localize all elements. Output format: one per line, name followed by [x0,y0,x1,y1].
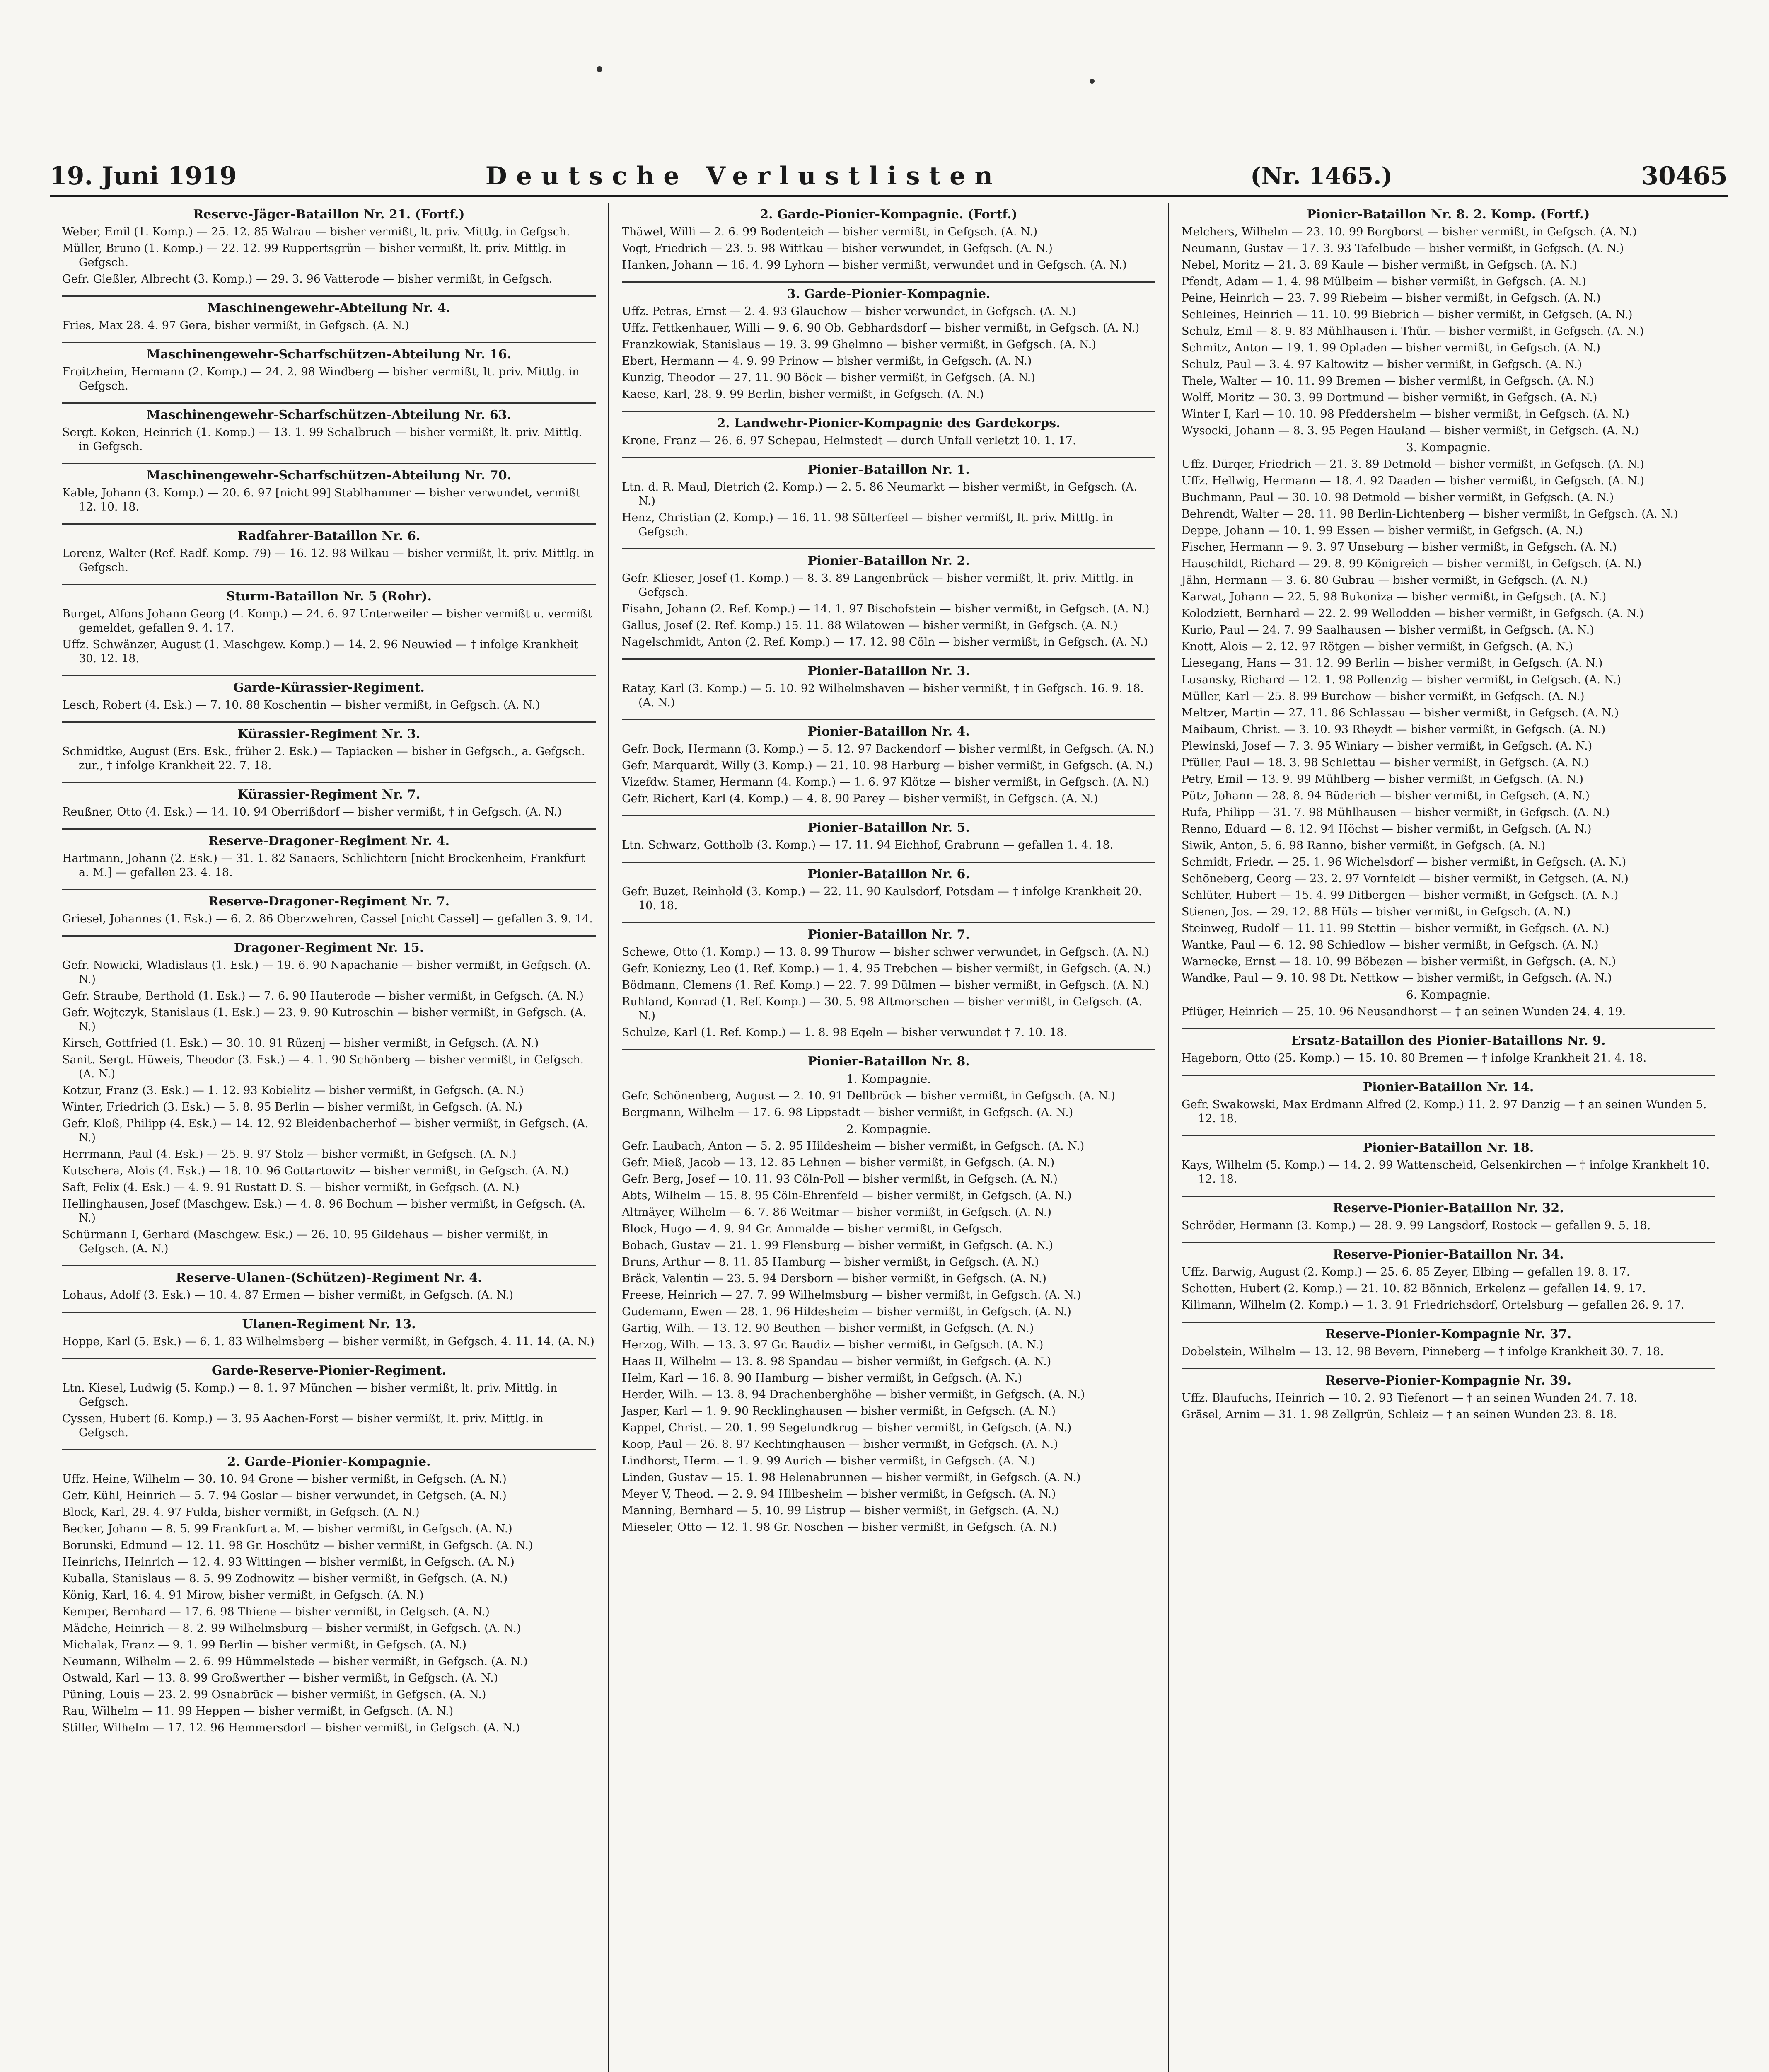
casualty-entry: Hartmann, Johann (2. Esk.) — 31. 1. 82 Sanaers, Schlichtern [nicht Brockenheim, Frankfurt a. M.] — gefallen 23. 4. 18. [62,852,585,879]
casualty-entry: Pütz, Johann — 28. 8. 94 Büderich — bisher vermißt, in Gefgsch. (A. N.) [1182,789,1590,802]
unit-heading: Pionier-Bataillon Nr. 4. [622,719,1155,739]
unit-heading: Pionier-Bataillon Nr. 3. [622,658,1155,678]
casualty-entry: Müller, Karl — 25. 8. 99 Burchow — bisher vermißt, in Gefgsch. (A. N.) [1182,690,1585,703]
casualty-entry: Schröder, Hermann (3. Komp.) — 28. 9. 99 Langsdorf, Rostock — gefallen 9. 5. 18. [1182,1219,1651,1232]
casualty-entry: Jähn, Hermann — 3. 6. 80 Gubrau — bisher vermißt, in Gefgsch. (A. N.) [1182,574,1588,587]
casualty-entry: Knott, Alois — 2. 12. 97 Rötgen — bisher vermißt, in Gefgsch. (A. N.) [1182,640,1573,653]
casualty-entry: Uffz. Fettkenhauer, Willi — 9. 6. 90 Ob. Gebhardsdorf — bisher vermißt, in Gefgsch. (A. N.) [622,322,1140,334]
casualty-entry: Fischer, Hermann — 9. 3. 97 Unseburg — bisher vermißt, in Gefgsch. (A. N.) [1182,541,1617,554]
unit-heading: Kürassier-Regiment Nr. 3. [62,721,596,741]
company-subheading: 3. Kompagnie. [1406,441,1491,454]
casualty-entry: Saft, Felix (4. Esk.) — 4. 9. 91 Rustatt D. S. — bisher vermißt, in Gefgsch. (A. N.) [62,1181,520,1194]
column-left [50,203,609,2072]
casualty-entry: Helm, Karl — 16. 8. 90 Hamburg — bisher vermißt, in Gefgsch. (A. N.) [622,1372,1022,1385]
casualty-entry: Nagelschmidt, Anton (2. Ref. Komp.) — 17. 12. 98 Cöln — bisher vermißt, in Gefgsch. (A. N.) [622,636,1148,649]
casualty-entry: Gefr. Gießler, Albrecht (3. Komp.) — 29. 3. 96 Vatterode — bisher vermißt, in Gefgsch. [62,273,553,286]
casualty-entry: Burget, Alfons Johann Georg (4. Komp.) — 24. 6. 97 Unterweiler — bisher vermißt u. vermißt gemeldet, gefallen 9. 4. 17. [62,608,592,634]
unit-heading: 2. Garde-Pionier-Kompagnie. [62,1449,596,1469]
casualty-entry: Kaese, Karl, 28. 9. 99 Berlin, bisher vermißt, in Gefgsch. (A. N.) [622,388,984,401]
casualty-entry: Block, Karl, 29. 4. 97 Fulda, bisher vermißt, in Gefgsch. (A. N.) [62,1506,420,1519]
casualty-entry: Gefr. Kloß, Philipp (4. Esk.) — 14. 12. 92 Bleidenbacherhof — bisher vermißt, in Gefgsch. (A. N.) [62,1117,589,1144]
unit-heading: Garde-Reserve-Pionier-Regiment. [62,1358,596,1378]
casualty-entry: Bödmann, Clemens (1. Ref. Komp.) — 22. 7. 99 Dülmen — bisher vermißt, in Gefgsch. (A. N.) [622,979,1149,992]
casualty-entry: Gudemann, Ewen — 28. 1. 96 Hildesheim — bisher vermißt, in Gefgsch. (A. N.) [622,1305,1071,1318]
casualty-entry: Herzog, Wilh. — 13. 3. 97 Gr. Baudiz — bisher vermißt, in Gefgsch. (A. N.) [622,1339,1044,1351]
casualty-entry: Hanken, Johann — 16. 4. 99 Lyhorn — bisher vermißt, verwundet und in Gefgsch. (A. N.) [622,259,1127,271]
unit-heading: 3. Garde-Pionier-Kompagnie. [622,281,1155,301]
casualty-entry: Schulze, Karl (1. Ref. Komp.) — 1. 8. 98 Egeln — bisher verwundet † 7. 10. 18. [622,1026,1068,1039]
company-subheading: 2. Kompagnie. [846,1122,931,1136]
casualty-entry: Schöneberg, Georg — 23. 2. 97 Vornfeldt — bisher vermißt, in Gefgsch. (A. N.) [1182,872,1629,885]
scan-speck [597,66,602,72]
casualty-list-columns [50,203,1728,2072]
unit-heading: Reserve-Jäger-Bataillon Nr. 21. (Fortf.) [193,207,465,222]
casualty-entry: Uffz. Hellwig, Hermann — 18. 4. 92 Daaden — bisher vermißt, in Gefgsch. (A. N.) [1182,474,1645,487]
casualty-entry: Herrmann, Paul (4. Esk.) — 25. 9. 97 Stolz — bisher vermißt, in Gefgsch. (A. N.) [62,1148,517,1161]
casualty-entry: Uffz. Petras, Ernst — 2. 4. 93 Glauchow — bisher verwundet, in Gefgsch. (A. N.) [622,305,1076,318]
casualty-entry: Behrendt, Walter — 28. 11. 98 Berlin-Lichtenberg — bisher vermißt, in Gefgsch. (A. N.) [1182,508,1678,520]
casualty-entry: Ltn. d. R. Maul, Dietrich (2. Komp.) — 2. 5. 86 Neumarkt — bisher vermißt, in Gefgsch. (A. N.) [622,481,1137,508]
unit-heading: Reserve-Ulanen-(Schützen)-Regiment Nr. 4. [62,1265,596,1285]
casualty-entry: Ebert, Hermann — 4. 9. 99 Prinow — bisher vermißt, in Gefgsch. (A. N.) [622,355,1032,368]
casualty-entry: Ltn. Schwarz, Gottholb (3. Komp.) — 17. 11. 94 Eichhof, Grabrunn — gefallen 1. 4. 18. [622,839,1114,852]
casualty-entry: Altmäyer, Wilhelm — 6. 7. 86 Weitmar — bisher vermißt, in Gefgsch. (A. N.) [622,1206,1051,1219]
casualty-entry: Neumann, Gustav — 17. 3. 93 Tafelbude — bisher vermißt, in Gefgsch. (A. N.) [1182,242,1624,255]
casualty-entry: Bergmann, Wilhelm — 17. 6. 98 Lippstadt — bisher vermißt, in Gefgsch. (A. N.) [622,1106,1073,1119]
casualty-entry: Schmidt, Friedr. — 25. 1. 96 Wichelsdorf — bisher vermißt, in Gefgsch. (A. N.) [1182,856,1626,869]
casualty-entry: Fisahn, Johann (2. Ref. Komp.) — 14. 1. 97 Bischofstein — bisher vermißt, in Gefgsch. (A. N.) [622,603,1150,615]
casualty-entry: Haas II, Wilhelm — 13. 8. 98 Spandau — bisher vermißt, in Gefgsch. (A. N.) [622,1355,1051,1368]
casualty-entry: Pflüger, Heinrich — 25. 10. 96 Neusandhorst — † an seinen Wunden 24. 4. 19. [1182,1005,1626,1018]
unit-heading: 2. Garde-Pionier-Kompagnie. (Fortf.) [760,207,1017,222]
casualty-entry: Abts, Wilhelm — 15. 8. 95 Cöln-Ehrenfeld — bisher vermißt, in Gefgsch. (A. N.) [622,1189,1072,1202]
casualty-entry: Uffz. Heine, Wilhelm — 30. 10. 94 Grone — bisher vermißt, in Gefgsch. (A. N.) [62,1473,507,1486]
casualty-entry: Melchers, Wilhelm — 23. 10. 99 Borgborst — bisher vermißt, in Gefgsch. (A. N.) [1182,225,1637,238]
publication-title: Deutsche Verlustlisten [485,162,1002,191]
scan-speck [1090,79,1095,84]
casualty-entry: Rau, Wilhelm — 11. 99 Heppen — bisher vermißt, in Gefgsch. (A. N.) [62,1705,454,1718]
casualty-entry: Kurio, Paul — 24. 7. 99 Saalhausen — bisher vermißt, in Gefgsch. (A. N.) [1182,624,1594,637]
casualty-entry: Gefr. Swakowski, Max Erdmann Alfred (2. Komp.) 11. 2. 97 Danzig — † an seinen Wunden 5. 12. 18. [1182,1098,1707,1125]
casualty-entry: Schulz, Emil — 8. 9. 83 Mühlhausen i. Thür. — bisher vermißt, in Gefgsch. (A. N.) [1182,325,1644,338]
casualty-entry: Stiller, Wilhelm — 17. 12. 96 Hemmersdorf — bisher vermißt, in Gefgsch. (A. N.) [62,1721,520,1734]
unit-heading: Reserve-Dragoner-Regiment Nr. 4. [62,828,596,848]
casualty-entry: Uffz. Dürger, Friedrich — 21. 3. 89 Detmold — bisher vermißt, in Gefgsch. (A. N.) [1182,458,1644,471]
casualty-entry: Renno, Eduard — 8. 12. 94 Höchst — bisher vermißt, in Gefgsch. (A. N.) [1182,823,1592,835]
casualty-entry: Wolff, Moritz — 30. 3. 99 Dortmund — bisher vermißt, in Gefgsch. (A. N.) [1182,391,1597,404]
issue-date: 19. Juni 1919 [50,162,237,191]
casualty-entry: Ostwald, Karl — 13. 8. 99 Großwerther — bisher vermißt, in Gefgsch. (A. N.) [62,1672,498,1685]
casualty-entry: Gefr. Laubach, Anton — 5. 2. 95 Hildesheim — bisher vermißt, in Gefgsch. (A. N.) [622,1140,1085,1152]
company-subheading: 6. Kompagnie. [1406,988,1491,1002]
casualty-entry: Nebel, Moritz — 21. 3. 89 Kaule — bisher vermißt, in Gefgsch. (A. N.) [1182,259,1577,271]
casualty-entry: Siwik, Anton, 5. 6. 98 Ranno, bisher vermißt, in Gefgsch. (A. N.) [1182,839,1546,852]
casualty-entry: Warnecke, Ernst — 18. 10. 99 Böbezen — bisher vermißt, in Gefgsch. (A. N.) [1182,955,1616,968]
casualty-entry: Gefr. Marquardt, Willy (3. Komp.) — 21. 10. 98 Harburg — bisher vermißt, in Gefgsch. (A. N.) [622,759,1153,772]
casualty-entry: Kable, Johann (3. Komp.) — 20. 6. 97 [nicht 99] Stablhammer — bisher verwundet, vermißt 12. 10. 18. [62,487,581,513]
casualty-entry: König, Karl, 16. 4. 91 Mirow, bisher vermißt, in Gefgsch. (A. N.) [62,1589,424,1602]
casualty-entry: Ratay, Karl (3. Komp.) — 5. 10. 92 Wilhelmshaven — bisher vermißt, † in Gefgsch. 16. 9. 18. (A. N.) [622,682,1144,709]
casualty-entry: Fries, Max 28. 4. 97 Gera, bisher vermißt, in Gefgsch. (A. N.) [62,319,409,332]
casualty-entry: Dobelstein, Wilhelm — 13. 12. 98 Bevern, Pinneberg — † infolge Krankheit 30. 7. 18. [1182,1345,1664,1358]
unit-heading: Dragoner-Regiment Nr. 15. [62,935,596,955]
casualty-entry: Cyssen, Hubert (6. Komp.) — 3. 95 Aachen-Forst — bisher vermißt, lt. priv. Mittlg. in Gefgsch. [62,1412,544,1439]
casualty-entry: Bruns, Arthur — 8. 11. 85 Hamburg — bisher vermißt, in Gefgsch. (A. N.) [622,1256,1039,1268]
page-header [50,157,1728,197]
column-right [1169,203,1728,2072]
casualty-entry: Maibaum, Christ. — 3. 10. 93 Rheydt — bisher vermißt, in Gefgsch. (A. N.) [1182,723,1606,736]
casualty-entry: Jasper, Karl — 1. 9. 90 Recklinghausen — bisher vermißt, in Gefgsch. (A. N.) [622,1405,1056,1418]
casualty-entry: Gräsel, Arnim — 31. 1. 98 Zellgrün, Schleiz — † an seinen Wunden 23. 8. 18. [1182,1408,1617,1421]
unit-heading: Reserve-Pionier-Bataillon Nr. 32. [1182,1196,1715,1215]
casualty-entry: Borunski, Edmund — 12. 11. 98 Gr. Hoschütz — bisher vermißt, in Gefgsch. (A. N.) [62,1539,533,1552]
casualty-entry: Henz, Christian (2. Komp.) — 16. 11. 98 Sülterfeel — bisher vermißt, lt. priv. Mittlg. in Gefgsch. [622,511,1113,538]
casualty-entry: Kuballa, Stanislaus — 8. 5. 99 Zodnowitz — bisher vermißt, in Gefgsch. (A. N.) [62,1572,508,1585]
casualty-entry: Neumann, Wilhelm — 2. 6. 99 Hümmelstede — bisher vermißt, in Gefgsch. (A. N.) [62,1655,528,1668]
page-number: 30465 [1641,162,1728,191]
casualty-entry: Krone, Franz — 26. 6. 97 Schepau, Helmstedt — durch Unfall verletzt 10. 1. 17. [622,434,1076,447]
casualty-entry: Pfendt, Adam — 1. 4. 98 Mülbeim — bisher vermißt, in Gefgsch. (A. N.) [1182,275,1586,288]
casualty-entry: Uffz. Blaufuchs, Heinrich — 10. 2. 93 Tiefenort — † an seinen Wunden 24. 7. 18. [1182,1392,1638,1404]
unit-heading: Reserve-Pionier-Kompagnie Nr. 39. [1182,1368,1715,1388]
column-middle [609,203,1169,2072]
casualty-entry: Gefr. Nowicki, Wladislaus (1. Esk.) — 19. 6. 90 Napachanie — bisher vermißt, in Gefgsch. (A. N.) [62,959,591,986]
casualty-entry: Kemper, Bernhard — 17. 6. 98 Thiene — bisher vermißt, in Gefgsch. (A. N.) [62,1605,490,1618]
unit-heading: Pionier-Bataillon Nr. 6. [622,862,1155,881]
casualty-entry: Püning, Louis — 23. 2. 99 Osnabrück — bisher vermißt, in Gefgsch. (A. N.) [62,1688,486,1701]
casualty-entry: Uffz. Schwänzer, August (1. Maschgew. Komp.) — 14. 2. 96 Neuwied — † infolge Krankheit 30. 12. 18. [62,638,578,665]
casualty-entry: Bobach, Gustav — 21. 1. 99 Flensburg — bisher vermißt, in Gefgsch. (A. N.) [622,1239,1053,1252]
casualty-entry: Gefr. Berg, Josef — 10. 11. 93 Cöln-Poll — bisher vermißt, in Gefgsch. (A. N.) [622,1173,1058,1186]
casualty-entry: Gefr. Wojtczyk, Stanislaus (1. Esk.) — 23. 9. 90 Kutroschin — bisher vermißt, in Gefgsch. (A. N.) [62,1006,587,1033]
casualty-entry: Liesegang, Hans — 31. 12. 99 Berlin — bisher vermißt, in Gefgsch. (A. N.) [1182,657,1603,670]
casualty-entry: Pfüller, Paul — 18. 3. 98 Schlettau — bisher vermißt, in Gefgsch. (A. N.) [1182,756,1589,769]
casualty-entry: Vizefdw. Stamer, Hermann (4. Komp.) — 1. 6. 97 Klötze — bisher vermißt, in Gefgsch. (A. N.) [622,776,1149,789]
casualty-entry: Gefr. Buzet, Reinhold (3. Komp.) — 22. 11. 90 Kaulsdorf, Potsdam — † infolge Krankheit 20. 10. 18. [622,885,1142,912]
unit-heading: 2. Landwehr-Pionier-Kompagnie des Gardekorps. [622,411,1155,431]
unit-heading: Pionier-Bataillon Nr. 5. [622,815,1155,835]
casualty-entry: Mieseler, Otto — 12. 1. 98 Gr. Noschen — bisher vermißt, in Gefgsch. (A. N.) [622,1521,1057,1534]
unit-heading: Reserve-Pionier-Bataillon Nr. 34. [1182,1242,1715,1262]
casualty-entry: Meyer V, Theod. — 2. 9. 94 Hilbesheim — bisher vermißt, in Gefgsch. (A. N.) [622,1488,1056,1501]
casualty-entry: Schmitz, Anton — 19. 1. 99 Opladen — bisher vermißt, in Gefgsch. (A. N.) [1182,341,1601,354]
casualty-entry: Uffz. Barwig, August (2. Komp.) — 25. 6. 85 Zeyer, Elbing — gefallen 19. 8. 17. [1182,1266,1630,1278]
casualty-entry: Kolodziett, Bernhard — 22. 2. 99 Wellodden — bisher vermißt, in Gefgsch. (A. N.) [1182,607,1644,620]
unit-heading: Kürassier-Regiment Nr. 7. [62,782,596,802]
casualty-entry: Kays, Wilhelm (5. Komp.) — 14. 2. 99 Wattenscheid, Gelsenkirchen — † infolge Krankheit 10. 12. 18. [1182,1159,1710,1186]
casualty-entry: Müller, Bruno (1. Komp.) — 22. 12. 99 Ruppertsgrün — bisher vermißt, lt. priv. Mittlg. in Gefgsch. [62,242,566,269]
unit-heading: Sturm-Bataillon Nr. 5 (Rohr). [62,584,596,604]
casualty-entry: Hoppe, Karl (5. Esk.) — 6. 1. 83 Wilhelmsberg — bisher vermißt, in Gefgsch. 4. 11. 14. (A. N.) [62,1335,594,1348]
casualty-entry: Petry, Emil — 13. 9. 99 Mühlberg — bisher vermißt, in Gefgsch. (A. N.) [1182,773,1583,786]
casualty-entry: Gefr. Richert, Karl (4. Komp.) — 4. 8. 90 Parey — bisher vermißt, in Gefgsch. (A. N.) [622,792,1098,805]
casualty-entry: Gefr. Mieß, Jacob — 13. 12. 85 Lehnen — bisher vermißt, in Gefgsch. (A. N.) [622,1156,1055,1169]
unit-heading: Radfahrer-Bataillon Nr. 6. [62,523,596,543]
casualty-entry: Ltn. Kiesel, Ludwig (5. Komp.) — 8. 1. 97 München — bisher vermißt, lt. priv. Mittlg. in Gefgsch. [62,1382,558,1409]
casualty-entry: Sergt. Koken, Heinrich (1. Komp.) — 13. 1. 99 Schalbruch — bisher vermißt, lt. priv. Mittlg. in Gefgsch. [62,426,582,453]
casualty-entry: Rufa, Philipp — 31. 7. 98 Mühlhausen — bisher vermißt, in Gefgsch. (A. N.) [1182,806,1610,819]
casualty-entry: Mädche, Heinrich — 8. 2. 99 Wilhelmsburg — bisher vermißt, in Gefgsch. (A. N.) [62,1622,521,1635]
casualty-entry: Griesel, Johannes (1. Esk.) — 6. 2. 86 Oberzwehren, Cassel [nicht Cassel] — gefallen 3. 9. 14. [62,913,593,925]
casualty-entry: Froitzheim, Hermann (2. Komp.) — 24. 2. 98 Windberg — bisher vermißt, lt. priv. Mittlg. in Gefgsch. [62,366,580,392]
casualty-entry: Lusansky, Richard — 12. 1. 98 Pollenzig — bisher vermißt, in Gefgsch. (A. N.) [1182,673,1621,686]
unit-heading: Pionier-Bataillon Nr. 7. [622,922,1155,942]
casualty-entry: Thäwel, Willi — 2. 6. 99 Bodenteich — bisher vermißt, in Gefgsch. (A. N.) [622,225,1038,238]
company-subheading: 1. Kompagnie. [846,1072,931,1086]
casualty-entry: Gefr. Straube, Berthold (1. Esk.) — 7. 6. 90 Hauterode — bisher vermißt, in Gefgsch. (A. N.) [62,990,584,1002]
casualty-entry: Kotzur, Franz (3. Esk.) — 1. 12. 93 Kobielitz — bisher vermißt, in Gefgsch. (A. N.) [62,1084,524,1097]
casualty-entry: Kunzig, Theodor — 27. 11. 90 Böck — bisher vermißt, in Gefgsch. (A. N.) [622,371,1035,384]
unit-heading: Pionier-Bataillon Nr. 1. [622,457,1155,477]
casualty-entry: Wandke, Paul — 9. 10. 98 Dt. Nettkow — bisher vermißt, in Gefgsch. (A. N.) [1182,972,1612,985]
issue-number: (Nr. 1465.) [1250,162,1393,190]
casualty-entry: Thele, Walter — 10. 11. 99 Bremen — bisher vermißt, in Gefgsch. (A. N.) [1182,375,1594,387]
unit-heading: Ulanen-Regiment Nr. 13. [62,1312,596,1331]
casualty-entry: Schürmann I, Gerhard (Maschgew. Esk.) — 26. 10. 95 Gildehaus — bisher vermißt, in Gefgsch. (A. N.) [62,1228,549,1255]
casualty-entry: Gallus, Josef (2. Ref. Komp.) 15. 11. 88 Wilatowen — bisher vermißt, in Gefgsch. (A. N.) [622,619,1118,632]
casualty-entry: Peine, Heinrich — 23. 7. 99 Riebeim — bisher vermißt, in Gefgsch. (A. N.) [1182,292,1601,305]
casualty-entry: Deppe, Johann — 10. 1. 99 Essen — bisher vermißt, in Gefgsch. (A. N.) [1182,524,1583,537]
casualty-entry: Karwat, Johann — 22. 5. 98 Bukoniza — bisher vermißt, in Gefgsch. (A. N.) [1182,591,1607,603]
casualty-entry: Kirsch, Gottfried (1. Esk.) — 30. 10. 91 Rüzenj — bisher vermißt, in Gefgsch. (A. N.) [62,1037,539,1050]
casualty-entry: Bräck, Valentin — 23. 5. 94 Dersborn — bisher vermißt, in Gefgsch. (A. N.) [622,1272,1047,1285]
casualty-entry: Stienen, Jos. — 29. 12. 88 Hüls — bisher vermißt, in Gefgsch. (A. N.) [1182,905,1571,918]
casualty-entry: Vogt, Friedrich — 23. 5. 98 Wittkau — bisher verwundet, in Gefgsch. (A. N.) [622,242,1053,255]
casualty-entry: Schmidtke, August (Ers. Esk., früher 2. Esk.) — Tapiacken — bisher in Gefgsch., a. Gefgsch. zur., † infolge Krankheit 22. 7. 18. [62,745,585,772]
casualty-entry: Kutschera, Alois (4. Esk.) — 18. 10. 96 Gottartowitz — bisher vermißt, in Gefgsch. (A. N.) [62,1164,569,1177]
unit-heading: Pionier-Bataillon Nr. 8. 2. Komp. (Fortf.) [1307,207,1590,222]
casualty-entry: Lohaus, Adolf (3. Esk.) — 10. 4. 87 Ermen — bisher vermißt, in Gefgsch. (A. N.) [62,1289,514,1302]
casualty-entry: Reußner, Otto (4. Esk.) — 14. 10. 94 Oberrißdorf — bisher vermißt, † in Gefgsch. (A. N.) [62,806,562,818]
unit-heading: Maschinengewehr-Scharfschützen-Abteilung Nr. 70. [62,463,596,483]
unit-heading: Maschinengewehr-Scharfschützen-Abteilung Nr. 16. [62,342,596,362]
casualty-entry: Herder, Wilh. — 13. 8. 94 Drachenberghöhe — bisher vermißt, in Gefgsch. (A. N.) [622,1388,1085,1401]
casualty-entry: Hageborn, Otto (25. Komp.) — 15. 10. 80 Bremen — † infolge Krankheit 21. 4. 18. [1182,1052,1647,1065]
casualty-entry: Ruhland, Konrad (1. Ref. Komp.) — 30. 5. 98 Altmorschen — bisher vermißt, in Gefgsch. (A. N.) [622,995,1142,1022]
casualty-entry: Winter I, Karl — 10. 10. 98 Pfeddersheim — bisher vermißt, in Gefgsch. (A. N.) [1182,408,1629,421]
casualty-entry: Block, Hugo — 4. 9. 94 Gr. Ammalde — bisher vermißt, in Gefgsch. [622,1222,1003,1235]
casualty-entry: Wantke, Paul — 6. 12. 98 Schiedlow — bisher vermißt, in Gefgsch. (A. N.) [1182,939,1599,951]
unit-heading: Reserve-Pionier-Kompagnie Nr. 37. [1182,1322,1715,1341]
casualty-entry: Gefr. Kühl, Heinrich — 5. 7. 94 Goslar — bisher verwundet, in Gefgsch. (A. N.) [62,1489,507,1502]
unit-heading: Garde-Kürassier-Regiment. [62,675,596,695]
casualty-entry: Manning, Bernhard — 5. 10. 99 Listrup — bisher vermißt, in Gefgsch. (A. N.) [622,1504,1059,1517]
unit-heading: Pionier-Bataillon Nr. 18. [1182,1135,1715,1155]
casualty-entry: Steinweg, Rudolf — 11. 11. 99 Stettin — bisher vermißt, in Gefgsch. (A. N.) [1182,922,1610,935]
unit-heading: Maschinengewehr-Abteilung Nr. 4. [62,295,596,315]
casualty-entry: Schotten, Hubert (2. Komp.) — 21. 10. 82 Bönnich, Erkelenz — gefallen 14. 9. 17. [1182,1282,1646,1295]
casualty-entry: Kappel, Christ. — 20. 1. 99 Segelundkrug — bisher vermißt, in Gefgsch. (A. N.) [622,1421,1072,1434]
casualty-entry: Sanit. Sergt. Hüweis, Theodor (3. Esk.) — 4. 1. 90 Schönberg — bisher vermißt, in Gefgsch. (A. N.) [62,1053,584,1080]
casualty-entry: Becker, Johann — 8. 5. 99 Frankfurt a. M. — bisher vermißt, in Gefgsch. (A. N.) [62,1523,512,1535]
casualty-entry: Gefr. Klieser, Josef (1. Komp.) — 8. 3. 89 Langenbrück — bisher vermißt, lt. priv. Mittlg. in Gefgsch. [622,572,1133,599]
casualty-entry: Hauschildt, Richard — 29. 8. 99 Königreich — bisher vermißt, in Gefgsch. (A. N.) [1182,557,1642,570]
casualty-entry: Gefr. Koniezny, Leo (1. Ref. Komp.) — 1. 4. 95 Trebchen — bisher vermißt, in Gefgsch. (A. N.) [622,962,1151,975]
casualty-entry: Lorenz, Walter (Ref. Radf. Komp. 79) — 16. 12. 98 Wilkau — bisher vermißt, lt. priv. Mittlg. in Gefgsch. [62,547,594,574]
casualty-entry: Buchmann, Paul — 30. 10. 98 Detmold — bisher vermißt, in Gefgsch. (A. N.) [1182,491,1614,504]
casualty-entry: Hellinghausen, Josef (Maschgew. Esk.) — 4. 8. 96 Bochum — bisher vermißt, in Gefgsch. (A. N.) [62,1198,586,1225]
casualty-entry: Schleines, Heinrich — 11. 10. 99 Biebrich — bisher vermißt, in Gefgsch. (A. N.) [1182,308,1633,321]
casualty-entry: Lesch, Robert (4. Esk.) — 7. 10. 88 Koschentin — bisher vermißt, in Gefgsch. (A. N.) [62,699,540,712]
casualty-entry: Lindhorst, Herm. — 1. 9. 99 Aurich — bisher vermißt, in Gefgsch. (A. N.) [622,1455,1035,1467]
casualty-entry: Linden, Gustav — 15. 1. 98 Helenabrunnen — bisher vermißt, in Gefgsch. (A. N.) [622,1471,1081,1484]
unit-heading: Pionier-Bataillon Nr. 2. [622,548,1155,568]
casualty-entry: Gefr. Schönenberg, August — 2. 10. 91 Dellbrück — bisher vermißt, in Gefgsch. (A. N.) [622,1089,1115,1102]
unit-heading: Pionier-Bataillon Nr. 14. [1182,1075,1715,1094]
casualty-entry: Franzkowiak, Stanislaus — 19. 3. 99 Ghelmno — bisher vermißt, in Gefgsch. (A. N.) [622,338,1096,351]
casualty-entry: Meltzer, Martin — 27. 11. 86 Schlassau — bisher vermißt, in Gefgsch. (A. N.) [1182,707,1619,719]
casualty-entry: Schewe, Otto (1. Komp.) — 13. 8. 99 Thurow — bisher schwer verwundet, in Gefgsch. (A. N.) [622,946,1149,959]
casualty-entry: Plewinski, Josef — 7. 3. 95 Winiary — bisher vermißt, in Gefgsch. (A. N.) [1182,740,1593,753]
unit-heading: Ersatz-Bataillon des Pionier-Bataillons Nr. 9. [1182,1028,1715,1048]
casualty-entry: Gefr. Bock, Hermann (3. Komp.) — 5. 12. 97 Backendorf — bisher vermißt, in Gefgsch. (A. N.) [622,743,1154,755]
unit-heading: Reserve-Dragoner-Regiment Nr. 7. [62,889,596,909]
casualty-entry: Winter, Friedrich (3. Esk.) — 5. 8. 95 Berlin — bisher vermißt, in Gefgsch. (A. N.) [62,1101,522,1113]
casualty-entry: Wysocki, Johann — 8. 3. 95 Pegen Hauland — bisher vermißt, in Gefgsch. (A. N.) [1182,424,1639,437]
casualty-entry: Koop, Paul — 26. 8. 97 Kechtinghausen — bisher vermißt, in Gefgsch. (A. N.) [622,1438,1058,1451]
unit-heading: Maschinengewehr-Scharfschützen-Abteilung Nr. 63. [62,402,596,422]
casualty-entry: Weber, Emil (1. Komp.) — 25. 12. 85 Walrau — bisher vermißt, lt. priv. Mittlg. in Gefgsch. [62,225,570,238]
casualty-entry: Gartig, Wilh. — 13. 12. 90 Beuthen — bisher vermißt, in Gefgsch. (A. N.) [622,1322,1034,1335]
casualty-entry: Schlüter, Hubert — 15. 4. 99 Ditbergen — bisher vermißt, in Gefgsch. (A. N.) [1182,889,1619,902]
casualty-entry: Schulz, Paul — 3. 4. 97 Kaltowitz — bisher vermißt, in Gefgsch. (A. N.) [1182,358,1582,371]
casualty-entry: Kilimann, Wilhelm (2. Komp.) — 1. 3. 91 Friedrichsdorf, Ortelsburg — gefallen 26. 9. 17. [1182,1299,1684,1312]
unit-heading: Pionier-Bataillon Nr. 8. [622,1049,1155,1069]
casualty-entry: Michalak, Franz — 9. 1. 99 Berlin — bisher vermißt, in Gefgsch. (A. N.) [62,1639,467,1651]
casualty-entry: Heinrichs, Heinrich — 12. 4. 93 Wittingen — bisher vermißt, in Gefgsch. (A. N.) [62,1556,515,1569]
casualty-entry: Freese, Heinrich — 27. 7. 99 Wilhelmsburg — bisher vermißt, in Gefgsch. (A. N.) [622,1289,1081,1302]
